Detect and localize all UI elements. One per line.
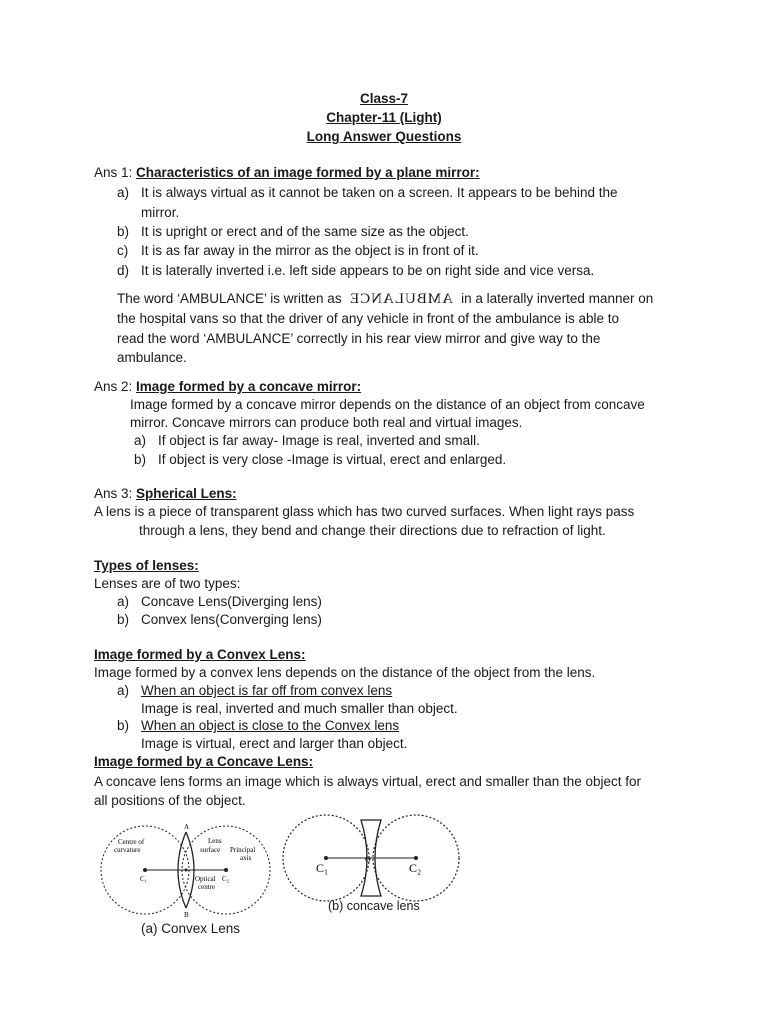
- optical-label: Optical: [195, 875, 216, 883]
- section-heading: Long Answer Questions: [306, 129, 462, 144]
- convex-lens-diagram: [100, 818, 280, 918]
- ans1-item-b: b) It is upright or erect and of the same size as the object.: [117, 224, 469, 239]
- ans1-item-a: a) It is always virtual as it cannot be taken on a screen. It appears to be behind the: [117, 185, 618, 200]
- convex-intro: Image formed by a convex lens depends on the distance of the object from the lens.: [94, 665, 596, 680]
- class-heading: Class-7: [359, 91, 409, 106]
- c2-point: [414, 856, 418, 860]
- ans1-item-d: d) It is laterally inverted i.e. left side appears to be on right side and vice versa.: [117, 263, 595, 278]
- principal-label: Principal: [230, 846, 256, 854]
- c1-point: [324, 856, 328, 860]
- convex-item-a: a) When an object is far off from convex lens: [117, 683, 393, 698]
- a-label: A: [184, 823, 190, 831]
- ans2-label: Ans 2:: [94, 379, 133, 394]
- ans2-title: Image formed by a concave mirror:: [136, 379, 362, 394]
- ans3-line1: A lens is a piece of transparent glass which has two curved surfaces. When light rays pass: [94, 504, 635, 519]
- ans3-label: Ans 3:: [94, 486, 133, 501]
- convex-figure-caption: (a) Convex Lens: [141, 921, 241, 936]
- ans3-title: Spherical Lens:: [136, 486, 237, 501]
- convex-item-b: b) When an object is close to the Convex lens: [117, 718, 400, 733]
- ans2-line1: Image formed by a concave mirror depends on the distance of an object from concave: [130, 397, 645, 412]
- convex-title: Image formed by a Convex Lens:: [94, 647, 306, 662]
- ans1-label: Ans 1:: [94, 165, 133, 180]
- ambulance-paragraph-line4: ambulance.: [117, 350, 187, 365]
- curvature-label: curvature: [114, 846, 141, 854]
- concave-line1: A concave lens forms an image which is always virtual, erect and smaller than the object for: [94, 774, 642, 789]
- convex-item-b-sub: Image is virtual, erect and larger than object.: [141, 736, 408, 751]
- ans2-item-a: a) If object is far away- Image is real, inverted and small.: [134, 433, 480, 448]
- ans3-line2: through a lens, they bend and change their directions due to refraction of light.: [139, 523, 606, 538]
- types-intro: Lenses are of two types:: [94, 576, 241, 591]
- c1-label: C₁: [316, 861, 329, 875]
- convex-item-a-sub: Image is real, inverted and much smaller than object.: [141, 701, 458, 716]
- centre-of-label: Centre of: [118, 838, 145, 846]
- ans2-heading: [94, 378, 361, 396]
- lens-label: Lens: [208, 837, 222, 845]
- axis-label: axis: [240, 854, 252, 862]
- c1-point: [143, 868, 147, 872]
- b-label: B: [184, 911, 189, 918]
- ambulance-paragraph-line1: The word ‘AMBULANCE’ is written as AMBULANCE in a laterally inverted manner on: [117, 291, 654, 307]
- ans1-item-c: c) It is as far away in the mirror as the object is in front of it.: [117, 243, 479, 258]
- concave-figure-caption: (b) concave lens: [328, 899, 420, 913]
- surface-label: surface: [200, 846, 221, 854]
- optical-centre-point: [185, 869, 188, 872]
- ans3-heading: [94, 485, 237, 503]
- mirrored-ambulance-word: AMBULANCE: [349, 291, 454, 307]
- types-item-b: b) Convex lens(Converging lens): [117, 612, 322, 627]
- types-title: Types of lenses:: [94, 558, 199, 573]
- o-label: O: [365, 855, 371, 864]
- ans1-heading: [94, 164, 480, 182]
- c2-point: [224, 868, 228, 872]
- concave-line2: all positions of the object.: [94, 793, 246, 808]
- ans2-item-b: b) If object is very close -Image is virtual, erect and enlarged.: [134, 452, 507, 467]
- concave-title: Image formed by a Concave Lens:: [94, 754, 314, 769]
- chapter-heading: Chapter-11 (Light): [326, 110, 442, 125]
- c1-label: C₁: [140, 875, 148, 883]
- centre-label: centre: [198, 883, 216, 891]
- concave-lens-diagram: [280, 808, 464, 904]
- types-item-a: a) Concave Lens(Diverging lens): [117, 594, 322, 609]
- ans2-line2: mirror. Concave mirrors can produce both real and virtual images.: [130, 415, 523, 430]
- c2-label: C₂: [222, 875, 230, 883]
- ans1-item-a-cont: mirror.: [141, 205, 180, 220]
- ambulance-paragraph-line2: the hospital vans so that the driver of any vehicle in front of the ambulance is able to: [117, 311, 620, 326]
- ambulance-paragraph-line3: read the word ‘AMBULANCE’ correctly in his rear view mirror and give way to the: [117, 331, 601, 346]
- ans1-title: Characteristics of an image formed by a plane mirror:: [136, 165, 480, 180]
- c2-label: C₂: [409, 861, 422, 875]
